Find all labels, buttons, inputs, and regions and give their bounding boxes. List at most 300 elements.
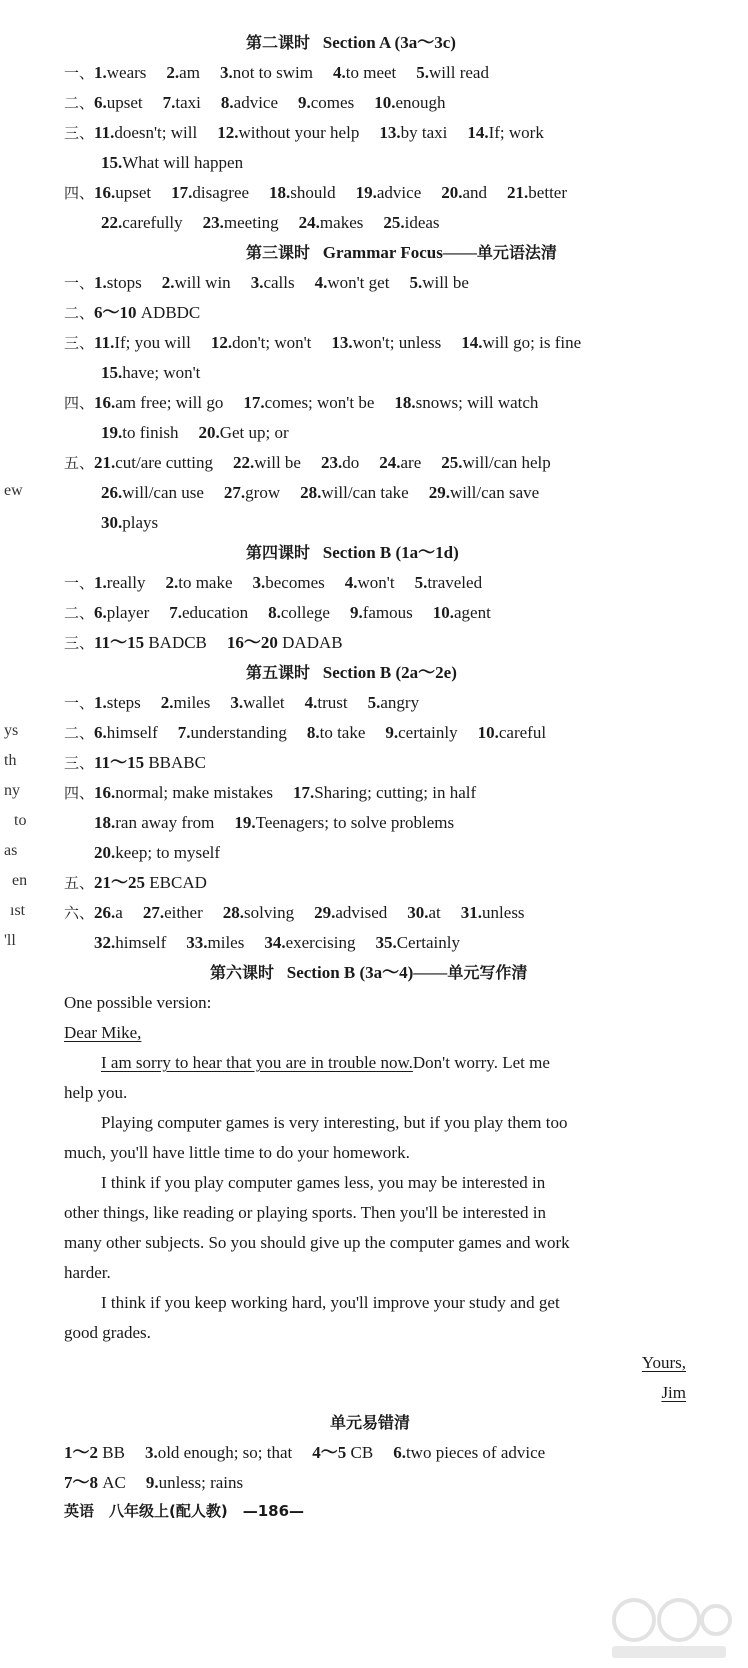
- essay-line: I am sorry to hear that you are in trouble now.Don't worry. Let me: [101, 1053, 550, 1072]
- answer-item: [94, 273, 142, 292]
- answer-row: [64, 62, 489, 84]
- section-prefix: 三、: [64, 124, 95, 142]
- answer-text: BBABC: [148, 753, 206, 772]
- answer-text: should: [290, 183, 336, 202]
- answer-row: [94, 932, 460, 954]
- answer-item: [94, 333, 191, 352]
- answer-text: certainly: [398, 723, 458, 742]
- lesson4-heading: 第四课时 Section B (1a～1d): [246, 543, 459, 562]
- answer-text: BB: [102, 1443, 125, 1462]
- essay-line: good grades.: [64, 1323, 151, 1342]
- question-number: 20.: [198, 423, 220, 442]
- answer-item: [203, 213, 279, 232]
- question-number: 11～15: [94, 753, 149, 772]
- answer-item: [385, 723, 457, 742]
- question-number: 27.: [223, 483, 246, 502]
- essay-line: help you.: [64, 1083, 128, 1102]
- answer-row: [64, 272, 469, 294]
- question-number: 7.: [177, 723, 191, 742]
- answer-item: [165, 573, 232, 592]
- answer-text: will be: [254, 453, 301, 472]
- answer-item: [383, 213, 439, 232]
- answer-item: [163, 93, 201, 112]
- answer-row: [64, 122, 544, 144]
- answer-text: upset: [106, 93, 143, 112]
- question-number: 12.: [217, 123, 239, 142]
- answer-text: am free; will go: [115, 393, 224, 412]
- answer-item: [345, 573, 395, 592]
- question-number: 16.: [94, 783, 116, 802]
- answer-row: [101, 422, 289, 444]
- question-number: 17.: [171, 183, 193, 202]
- answer-text: himself: [115, 933, 167, 952]
- question-number: 5.: [416, 63, 430, 82]
- question-number: 29.: [314, 903, 336, 922]
- page-footer: 英语 八年级上(配人教) —186—: [64, 1502, 305, 1520]
- answer-item: [305, 693, 348, 712]
- answer-item: [101, 213, 183, 232]
- question-number: 1.: [94, 573, 107, 592]
- answer-text: by taxi: [400, 123, 448, 142]
- question-number: 18.: [94, 813, 116, 832]
- question-number: 6.: [94, 723, 107, 742]
- answer-item: [415, 573, 483, 592]
- section-prefix: 二、: [64, 724, 95, 742]
- answer-item: [94, 753, 206, 772]
- answer-text: education: [182, 603, 249, 622]
- answer-item: [94, 453, 213, 472]
- answer-item: [94, 783, 273, 802]
- question-number: 2.: [160, 693, 174, 712]
- section-prefix: 三、: [64, 334, 95, 352]
- essay-line: harder.: [64, 1263, 111, 1282]
- answer-text: becomes: [265, 573, 325, 592]
- answer-row: [64, 392, 538, 414]
- answer-text: himself: [106, 723, 158, 742]
- question-number: 1.: [94, 63, 107, 82]
- question-number: 20.: [94, 843, 116, 862]
- answer-item: [293, 783, 476, 802]
- answer-text: Teenagers; to solve problems: [255, 813, 455, 832]
- question-number: 15.: [101, 363, 123, 382]
- answer-text: calls: [263, 273, 295, 292]
- question-number: 2.: [161, 273, 175, 292]
- section-prefix: 四、: [64, 784, 95, 802]
- answer-text: solving: [244, 903, 295, 922]
- section-prefix: 二、: [64, 604, 95, 622]
- question-number: 25.: [441, 453, 463, 472]
- answer-item: [433, 603, 491, 622]
- answer-row: [101, 152, 243, 174]
- answer-item: [407, 903, 441, 922]
- answer-item: [507, 183, 567, 202]
- essay-line: other things, like reading or playing sports. Then you'll be interested in: [64, 1203, 546, 1222]
- question-number: 23.: [202, 213, 224, 232]
- answer-text: a: [115, 903, 123, 922]
- answer-text: carefully: [122, 213, 183, 232]
- question-number: 3.: [144, 1443, 158, 1462]
- answer-text: without your help: [238, 123, 360, 142]
- question-number: 16.: [94, 393, 116, 412]
- question-number: 19.: [234, 813, 256, 832]
- answer-text: AC: [102, 1473, 126, 1492]
- answer-item: [169, 603, 248, 622]
- answer-item: [312, 1443, 373, 1462]
- answer-text: Certainly: [396, 933, 460, 952]
- section-prefix: 五、: [64, 454, 95, 472]
- answer-text: at: [428, 903, 441, 922]
- question-number: 4.: [314, 273, 328, 292]
- section-prefix: 一、: [64, 694, 95, 712]
- answer-item: [268, 603, 330, 622]
- margin-fragment: ew: [4, 482, 23, 499]
- answer-row: [64, 782, 476, 804]
- question-number: 6.: [94, 93, 107, 112]
- margin-fragment: to: [14, 812, 27, 829]
- essay-line: many other subjects. So you should give up the computer games and work: [64, 1233, 570, 1252]
- answer-item: [94, 93, 143, 112]
- answer-text: understanding: [190, 723, 287, 742]
- answer-item: [300, 483, 409, 502]
- question-number: 29.: [428, 483, 450, 502]
- review-heading: 单元易错清: [330, 1413, 411, 1432]
- question-number: 11.: [94, 333, 115, 352]
- question-number: 9.: [298, 93, 311, 112]
- answer-item: [94, 873, 207, 892]
- answer-item: [211, 333, 312, 352]
- answer-text: will/can use: [122, 483, 204, 502]
- margin-fragment: ny: [4, 782, 20, 799]
- answer-item: [299, 213, 364, 232]
- answer-text: don't; won't: [232, 333, 312, 352]
- question-number: 2.: [166, 63, 180, 82]
- answer-text: college: [280, 603, 330, 622]
- question-number: 6～10: [94, 303, 141, 322]
- answer-item: [220, 63, 313, 82]
- essay-signature: Jim: [661, 1383, 686, 1402]
- answer-text: advised: [335, 903, 388, 922]
- answer-text: do: [342, 453, 360, 472]
- answer-text: CB: [350, 1443, 374, 1462]
- answer-item: [64, 1443, 125, 1462]
- answer-item: [264, 933, 355, 952]
- answer-text: Get up; or: [219, 423, 289, 442]
- answer-item: [64, 1473, 126, 1492]
- answer-item: [94, 933, 166, 952]
- answer-item: [94, 693, 141, 712]
- margin-fragment: as: [4, 842, 18, 859]
- section-prefix: 四、: [64, 184, 95, 202]
- answer-text: either: [164, 903, 203, 922]
- answer-row: [64, 602, 491, 624]
- question-number: 22.: [232, 453, 255, 472]
- answer-item: [94, 393, 223, 412]
- lesson2-heading: 第二课时 Section A (3a～3c): [246, 33, 456, 52]
- section-prefix: 一、: [64, 574, 95, 592]
- answer-item: [416, 63, 489, 82]
- section-prefix: 一、: [64, 64, 95, 82]
- essay-intro: One possible version:: [64, 993, 212, 1012]
- question-number: 5.: [414, 573, 428, 592]
- answer-text: meeting: [223, 213, 279, 232]
- answer-text: angry: [380, 693, 420, 712]
- answer-item: [356, 183, 422, 202]
- watermark-stamp-icon: [604, 1592, 734, 1662]
- answer-item: [94, 603, 149, 622]
- question-number: 28.: [222, 903, 245, 922]
- answer-item: [146, 1473, 243, 1492]
- answer-row: [101, 512, 158, 534]
- answer-text: stops: [106, 273, 142, 292]
- question-number: 16～20: [226, 633, 283, 652]
- essay-line: much, you'll have little time to do your homework.: [64, 1143, 410, 1162]
- answer-text: DADAB: [282, 633, 343, 652]
- answer-item: [333, 63, 396, 82]
- answer-item: [429, 483, 539, 502]
- question-number: 27.: [142, 903, 165, 922]
- essay-line: Playing computer games is very interesting, but if you play them too: [101, 1113, 568, 1132]
- answer-row: [64, 632, 343, 654]
- question-number: 6.: [393, 1443, 406, 1462]
- answer-item: [331, 333, 441, 352]
- question-number: 19.: [355, 183, 377, 202]
- question-number: 25.: [383, 213, 405, 232]
- answer-text: agent: [453, 603, 491, 622]
- margin-fragment: ys: [4, 722, 19, 739]
- answer-text: doesn't; will: [114, 123, 198, 142]
- answer-item: [467, 123, 543, 142]
- answer-item: [94, 123, 197, 142]
- question-number: 26.: [101, 483, 123, 502]
- answer-row: [64, 692, 419, 714]
- answer-item: [230, 693, 284, 712]
- answer-item: [94, 633, 207, 652]
- answer-item: [186, 933, 244, 952]
- question-number: 4.: [333, 63, 346, 82]
- answer-item: [253, 573, 325, 592]
- answer-item: [227, 633, 343, 652]
- answer-item: [101, 153, 243, 172]
- answer-text: to meet: [345, 63, 397, 82]
- answer-text: advice: [376, 183, 422, 202]
- answer-row: [101, 362, 200, 384]
- question-number: 21.: [507, 183, 529, 202]
- question-number: 18.: [394, 393, 416, 412]
- answer-text: trust: [317, 693, 348, 712]
- question-number: 5.: [367, 693, 381, 712]
- answer-item: [101, 513, 158, 532]
- question-number: 10.: [477, 723, 499, 742]
- answer-item: [374, 93, 445, 112]
- question-number: 17.: [292, 783, 315, 802]
- answer-item: [101, 363, 200, 382]
- question-number: 13.: [379, 123, 401, 142]
- answer-row: [94, 842, 220, 864]
- answer-text: keep; to myself: [115, 843, 221, 862]
- answer-row: [64, 1472, 243, 1494]
- answer-item: [145, 1443, 292, 1462]
- question-number: 16.: [94, 183, 116, 202]
- answer-text: cut/are cutting: [115, 453, 213, 472]
- essay-line: I think if you keep working hard, you'll improve your study and get: [101, 1293, 560, 1312]
- question-number: 8.: [268, 603, 281, 622]
- lesson3-heading: 第三课时 Grammar Focus——单元语法清: [246, 243, 557, 262]
- answer-text: will/can save: [449, 483, 540, 502]
- answer-text: traveled: [427, 573, 483, 592]
- answer-item: [321, 453, 359, 472]
- question-number: 20.: [441, 183, 463, 202]
- answer-text: wears: [106, 63, 147, 82]
- section-prefix: 二、: [64, 304, 95, 322]
- answer-item: [233, 453, 301, 472]
- question-number: 32.: [94, 933, 116, 952]
- answer-text: makes: [319, 213, 364, 232]
- answer-text: will win: [174, 273, 231, 292]
- answer-item: [217, 123, 359, 142]
- answer-item: [94, 573, 145, 592]
- question-number: 7.: [169, 603, 182, 622]
- question-number: 3.: [252, 573, 266, 592]
- answer-text: better: [528, 183, 567, 202]
- answer-text: player: [106, 603, 150, 622]
- answer-item: [243, 393, 374, 412]
- question-number: 28.: [300, 483, 322, 502]
- answer-item: [461, 903, 525, 922]
- answer-text: really: [106, 573, 146, 592]
- question-number: 15.: [101, 153, 123, 172]
- answer-row: [64, 902, 525, 924]
- answer-item: [234, 813, 454, 832]
- answer-row: [101, 482, 539, 504]
- answer-text: If; work: [488, 123, 544, 142]
- answer-row: [64, 302, 200, 324]
- margin-fragment: th: [4, 752, 17, 769]
- lesson5-heading: 第五课时 Section B (2a～2e): [246, 663, 457, 682]
- question-number: 9.: [145, 1473, 159, 1492]
- answer-item: [178, 723, 287, 742]
- question-number: 7.: [162, 93, 176, 112]
- answer-item: [94, 303, 200, 322]
- answer-text: will read: [429, 63, 489, 82]
- answer-text: miles: [173, 693, 211, 712]
- answer-item: [368, 693, 419, 712]
- answer-item: [161, 693, 211, 712]
- question-number: 3.: [219, 63, 233, 82]
- answer-text: to finish: [122, 423, 179, 442]
- question-number: 34.: [264, 933, 286, 952]
- answer-text: to make: [178, 573, 233, 592]
- answer-item: [94, 63, 146, 82]
- answer-item: [441, 453, 551, 472]
- question-number: 24.: [379, 453, 401, 472]
- answer-item: [478, 723, 546, 742]
- answer-text: will/can help: [462, 453, 551, 472]
- answer-row: [64, 452, 551, 474]
- answer-text: steps: [106, 693, 141, 712]
- answer-text: normal; make mistakes: [115, 783, 273, 802]
- margin-fragment: 'll: [4, 932, 16, 949]
- question-number: 5.: [409, 273, 423, 292]
- answer-text: EBCAD: [149, 873, 207, 892]
- answer-item: [394, 393, 538, 412]
- answer-item: [314, 903, 387, 922]
- question-number: 18.: [269, 183, 291, 202]
- question-number: 10.: [374, 93, 396, 112]
- answer-text: disagree: [192, 183, 250, 202]
- answer-item: [375, 933, 460, 952]
- answer-text: to take: [319, 723, 366, 742]
- answer-text: exercising: [285, 933, 356, 952]
- answer-text: upset: [115, 183, 152, 202]
- lesson6-heading: 第六课时 Section B (3a～4)——单元写作清: [210, 963, 528, 982]
- question-number: 6.: [94, 603, 107, 622]
- answer-row: [94, 812, 454, 834]
- question-number: 9.: [385, 723, 399, 742]
- question-number: 21.: [94, 453, 116, 472]
- answer-item: [350, 603, 413, 622]
- answer-item: [315, 273, 390, 292]
- answer-text: am: [179, 63, 200, 82]
- question-number: 2.: [165, 573, 179, 592]
- question-number: 1.: [94, 693, 107, 712]
- question-number: 3.: [250, 273, 264, 292]
- answer-text: will be: [422, 273, 469, 292]
- answer-item: [307, 723, 366, 742]
- section-prefix: 四、: [64, 394, 95, 412]
- answer-text: What will happen: [122, 153, 244, 172]
- question-number: 4.: [304, 693, 318, 712]
- answer-item: [143, 903, 203, 922]
- answer-text: Sharing; cutting; in half: [314, 783, 477, 802]
- question-number: 14.: [461, 333, 483, 352]
- answer-item: [171, 183, 249, 202]
- answer-item: [223, 903, 294, 922]
- answer-row: [64, 182, 567, 204]
- answer-text: won't get: [327, 273, 390, 292]
- answer-text: If; you will: [114, 333, 191, 352]
- answer-item: [94, 813, 214, 832]
- question-number: 17.: [243, 393, 265, 412]
- margin-fragment: ıst: [10, 902, 26, 919]
- question-number: 8.: [306, 723, 320, 742]
- question-number: 24.: [298, 213, 320, 232]
- answer-item: [298, 93, 354, 112]
- answer-text: and: [462, 183, 488, 202]
- answer-text: snows; will watch: [415, 393, 539, 412]
- essay-line: I think if you play computer games less, you may be interested in: [101, 1173, 546, 1192]
- answer-text: won't: [357, 573, 395, 592]
- answer-item: [441, 183, 487, 202]
- question-number: 7～8: [64, 1473, 103, 1492]
- essay-greeting: Dear Mike,: [64, 1023, 142, 1042]
- answer-text: comes: [310, 93, 355, 112]
- question-number: 21～25: [94, 873, 150, 892]
- essay-closing: Yours,: [641, 1353, 686, 1372]
- question-number: 8.: [220, 93, 234, 112]
- answer-item: [251, 273, 295, 292]
- answer-text: advice: [233, 93, 279, 112]
- answer-text: BADCB: [148, 633, 207, 652]
- section-prefix: 二、: [64, 94, 95, 112]
- question-number: 19.: [101, 423, 123, 442]
- answer-text: ADBDC: [140, 303, 201, 322]
- question-number: 35.: [375, 933, 397, 952]
- answer-text: ran away from: [115, 813, 215, 832]
- answer-text: ideas: [404, 213, 440, 232]
- answer-item: [101, 423, 178, 442]
- answer-item: [94, 183, 151, 202]
- answer-row: [64, 752, 206, 774]
